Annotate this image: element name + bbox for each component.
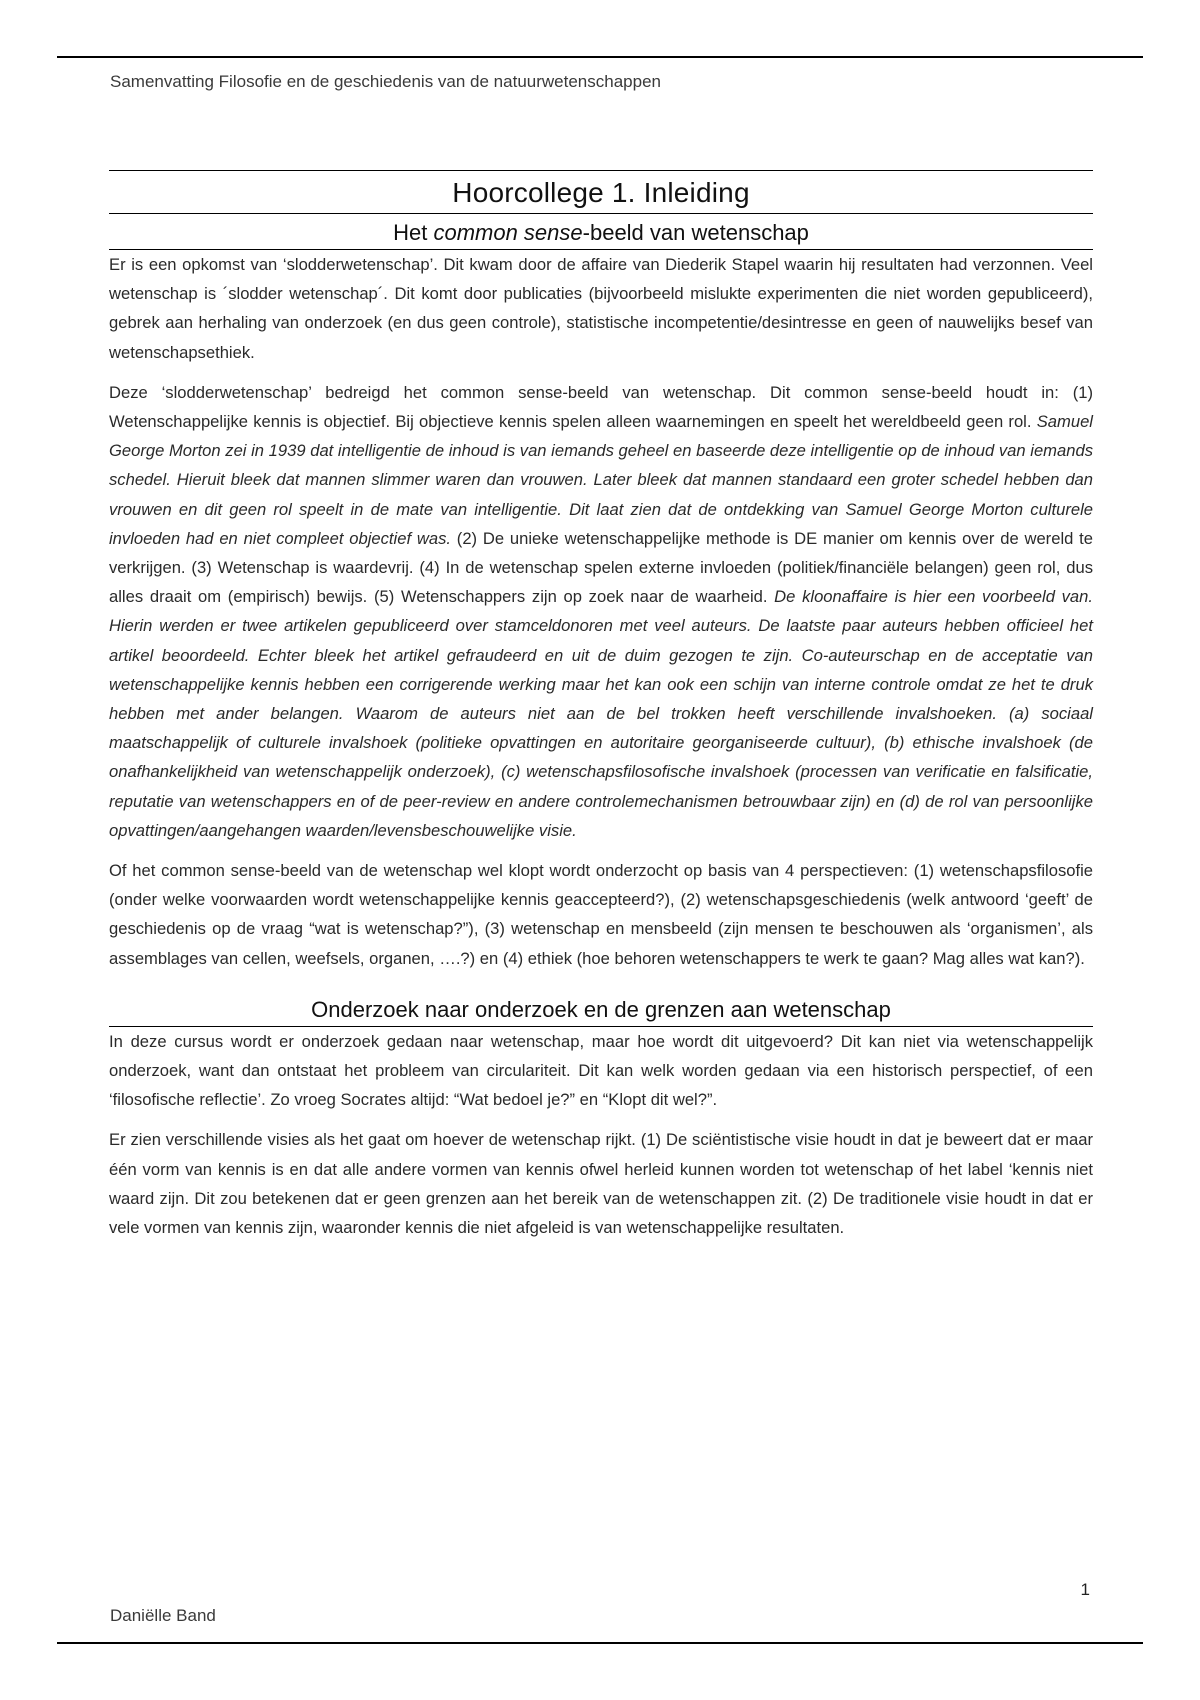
paragraph-visies: Er zien verschillende visies als het gaat om hoever de wetenschap rijkt. (1) De sciëntistische visie houdt in dat je beweert dat er maar één vorm van kennis is en dat alle andere vormen van kennis ofwel herleid kunnen worden tot wetenschap of het label ‘kennis niet waard zijn. Dit zou betekenen dat er geen grenzen aan het bereik van de wetenschappen zit. (2) De traditionele visie houdt in dat er vele vormen van kennis zijn, waaronder kennis die niet afgeleid is van wetenschappelijke resultaten. — [109, 1130, 1093, 1238]
page-content — [109, 170, 1093, 1242]
heading-part-2: -beeld van wetenschap — [582, 220, 809, 245]
paragraph-perspectieven: Of het common sense-beeld van de wetenschap wel klopt wordt onderzocht op basis van 4 perspectieven: (1) wetenschapsfilosofie (onder welke voorwaarden wordt wetenschappelijke kennis geaccepteerd?), (2) wetenschapsgeschiedenis (welk antwoord ‘geeft’ de geschiedenis op de vraag “wat is wetenschap?”), (3) wetenschap en mensbeeld (zijn mensen te beschouwen als ‘organismen’, als assemblages van cellen, weefsels, organen, ….?) en (4) ethiek (hoe behoren wetenschappers te werk te gaan? Mag alles wat kan?). — [109, 861, 1093, 968]
paragraph-common-sense-beeld — [109, 378, 1093, 845]
p2-part-b: Samuel George Morton zei in 1939 dat intelligentie de inhoud is van iemands geheel en baseerde deze intelligentie op de inhoud van iemands schedel. Hieruit bleek dat mannen slimmer waren dan vrouwen. Later bleek dat mannen standaard een groter schedel hebben dan vrouwen en dit geen rol speelt in de mate van intelligentie. Dit laat zien dat de ontdekking van Samuel George Morton culturele invloeden had en niet compleet objectief was. — [109, 412, 1093, 548]
heading-part-italic: common sense — [433, 220, 583, 245]
p2-part-d: De kloonaffaire is hier een voorbeeld van. Hierin werden er twee artikelen gepubliceerd over stamceldonoren met veel auteurs. De laatste paar auteurs hebben officieel het artikel beoordeeld. Echter bleek het artikel gefraudeerd en uit de duim gezogen te zijn. Co-auteurschap en de acceptatie van wetenschappelijke kennis hebben een corrigerende werking maar het kan ook een schijn van interne controle omdat ze het te druk hebben met ander belangen. Waarom de auteurs niet aan de bel trokken heeft verschillende invalshoeken. (a) sociaal maatschappelijk of culturele invalshoek (politieke opvattingen en autoritaire georganiseerde cultuur), (b) ethische invalshoek (de onafhankelijkheid van wetenschappelijk onderzoek), (c) wetenschapsfilosofische invalshoek (processen van verificatie en falsificatie, reputatie van wetenschappers en of de peer-review en andere controlemechanismen betrouwbaar zijn) en (d) de rol van persoonlijke opvattingen/aangehangen waarden/levensbeschouwelijke visie. — [109, 587, 1093, 840]
section-heading-common-sense — [109, 214, 1093, 250]
paragraph-onderzoek-naar-onderzoek: In deze cursus wordt er onderzoek gedaan naar wetenschap, maar hoe wordt dit uitgevoerd? Dit kan niet via wetenschappelijk onderzoek, want dan ontstaat het probleem van circulariteit. Dit kan welk worden gedaan via een historisch perspectief, of een ‘filosofische reflectie’. Zo vroeg Socrates altijd: “Wat bedoel je?” en “Klopt dit wel?”. — [109, 1031, 1093, 1110]
footer-author: Daniëlle Band — [110, 1606, 216, 1625]
p2-part-a: Deze ‘slodderwetenschap’ bedreigd het common sense-beeld van wetenschap. Dit common sense-beeld houdt in: (1) Wetenschappelijke kennis is objectief. Bij objectieve kennis spelen alleen waarnemingen en speelt het wereldbeeld geen rol. — [109, 382, 1093, 432]
section-title: Onderzoek naar onderzoek en de grenzen aan wetenschap — [311, 996, 891, 1022]
header-rule — [57, 56, 1143, 58]
title-block — [109, 170, 1093, 214]
footer-rule — [57, 1642, 1143, 1644]
section-heading-onderzoek — [109, 991, 1093, 1027]
running-header: Samenvatting Filosofie en de geschiedenis van de natuurwetenschappen — [110, 72, 661, 91]
page-title: Hoorcollege 1. Inleiding — [452, 177, 750, 208]
paragraph-slodderwetenschap: Er is een opkomst van ‘slodderwetenschap’. Dit kwam door de affaire van Diederik Stapel waarin hij resultaten had verzonnen. Veel wetenschap is ´slodder wetenschap´. Dit komt door publicaties (bijvoorbeeld mislukte experimenten die niet worden gepubliceerd), gebrek aan herhaling van onderzoek (en dus geen controle), statistische incompetentie/desintresse en geen of nauwelijks besef van wetenschapsethiek. — [109, 255, 1093, 362]
section-title — [109, 220, 1093, 246]
page-number: 1 — [1080, 1580, 1090, 1599]
heading-part-1: Het — [393, 220, 434, 245]
p2-part-c: (2) De unieke wetenschappelijke methode is DE manier om kennis over de wereld te verkrijgen. (3) Wetenschap is waardevrij. (4) In de wetenschap spelen externe invloeden (politiek/financiële belangen) geen rol, dus alles draait om (empirisch) bewijs. (5) Wetenschappers zijn op zoek naar de waarheid. — [109, 528, 1093, 607]
